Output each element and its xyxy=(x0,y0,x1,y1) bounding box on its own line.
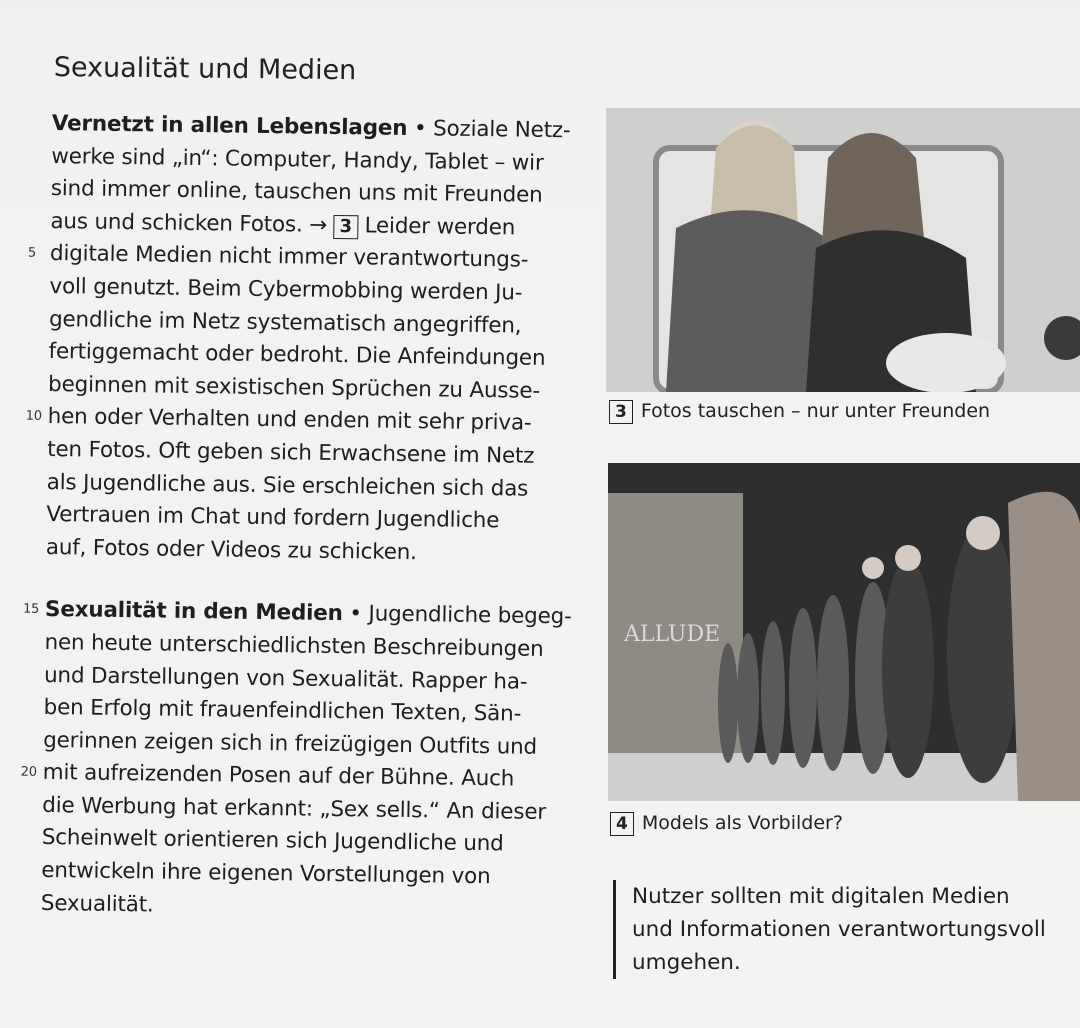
text-segment: Sexualität. xyxy=(40,890,154,918)
text-segment: als Jugendliche aus. Sie erschleichen sich das xyxy=(46,469,529,502)
text-line xyxy=(41,888,581,928)
figure-4-number: 4 xyxy=(610,812,634,836)
text-segment: hen oder Verhalten und enden mit sehr priva- xyxy=(47,404,532,437)
line-number: 20 xyxy=(20,764,37,781)
figure-3-number: 3 xyxy=(609,400,633,424)
text-segment: auf, Fotos oder Videos zu schicken. xyxy=(45,534,417,565)
photo-runway-models xyxy=(608,463,1080,801)
text-segment: fertiggemacht oder bedroht. Die Anfeindungen xyxy=(48,339,546,372)
figure-reference: 3 xyxy=(333,215,358,239)
text-segment: Vertrauen im Chat und fordern Jugendliche xyxy=(46,502,500,534)
text-segment: gerinnen zeigen sich in freizügigen Outfits und xyxy=(42,727,538,760)
text-segment: sind immer online, tauschen uns mit Freunden xyxy=(50,176,543,209)
banner-text: ALLUDE xyxy=(624,622,721,647)
text-segment: ben Erfolg mit frauenfeindlichen Texten, Sän- xyxy=(43,695,522,727)
figure-3-caption xyxy=(609,400,990,424)
line-number: 10 xyxy=(25,409,42,425)
text-segment: • Jugendliche begeg- xyxy=(342,601,572,630)
text-segment: nen heute unterschiedlichsten Beschreibungen xyxy=(44,629,544,662)
note-line: Nutzer sollten mit digitalen Medien xyxy=(632,884,1010,909)
page-title: Sexualität und Medien xyxy=(53,52,357,87)
section-heading: Vernetzt in allen Lebenslagen xyxy=(51,110,408,141)
info-note xyxy=(613,880,1080,979)
figure-4-caption xyxy=(610,812,843,836)
line-number: 15 xyxy=(22,601,40,618)
text-segment: entwickeln ihre eigenen Vorstellungen von xyxy=(41,857,491,890)
text-segment: und Darstellungen von Sexualität. Rapper ha- xyxy=(43,662,528,695)
text-segment: beginnen mit sexistischen Sprüchen zu Ausse- xyxy=(47,371,541,404)
figure-3-caption-text: Fotos tauschen – nur unter Freunden xyxy=(640,400,991,422)
note-line: umgehen. xyxy=(632,950,741,975)
text-segment: Leider werden xyxy=(357,213,516,241)
text-segment: Scheinwelt orientieren sich Jugendliche und xyxy=(41,825,504,857)
text-segment: gendliche im Netz systematisch angegriffen, xyxy=(48,306,522,339)
text-segment: ten Fotos. Oft geben sich Erwachsene im Netz xyxy=(47,436,535,469)
text-segment: digitale Medien nicht immer verantwortungs- xyxy=(49,241,529,274)
text-segment: • Soziale Netz- xyxy=(407,115,571,144)
photo-girls-with-phones xyxy=(606,108,1080,392)
text-segment: voll genutzt. Beim Cybermobbing werden Ju- xyxy=(49,273,523,306)
text-segment: die Werbung hat erkannt: „Sex sells.“ An dieser xyxy=(42,792,547,825)
article-text xyxy=(20,108,592,928)
text-segment: werke sind „in“: Computer, Handy, Tablet – wir xyxy=(51,143,544,176)
text-segment: mit aufreizenden Posen auf der Bühne. Auch xyxy=(42,760,515,792)
figure-4-caption-text: Models als Vorbilder? xyxy=(641,812,843,834)
section-heading: Sexualität in den Medien xyxy=(44,597,343,627)
text-segment: aus und schicken Fotos. → xyxy=(50,208,334,238)
note-line: und Informationen verantwortungsvoll xyxy=(632,917,1046,942)
line-number: 5 xyxy=(27,246,37,262)
